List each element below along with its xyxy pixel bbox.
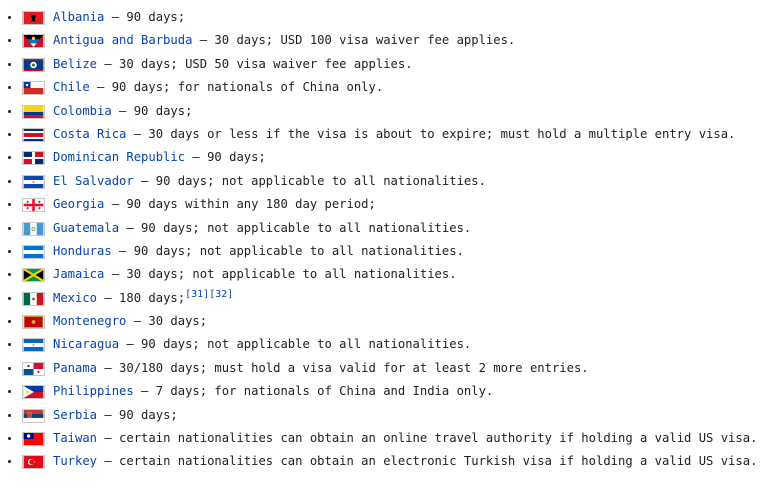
list-item [0,263,766,286]
list-item [0,357,766,380]
reference-link[interactable]: [31] [185,288,210,300]
flag-serbia-icon [22,409,45,423]
list-item [0,427,766,450]
flag-jamaica-icon [22,268,45,282]
list-item [0,123,766,146]
flag-belize-icon [22,58,45,72]
bullet-icon [8,273,11,276]
visa-terms: — 90 days; [111,103,193,118]
list-item [0,100,766,123]
country-link-chile[interactable]: Chile [53,80,90,95]
bullet-icon [8,203,11,206]
flag-colombia-icon [22,105,45,119]
list-item [0,76,766,99]
list-item [0,53,766,76]
flag-dominican-republic-icon [22,151,45,165]
list-item [0,404,766,427]
flag-georgia-icon [22,198,45,212]
visa-terms: — 30 days; USD 50 visa waiver fee applies. [97,56,413,71]
flag-montenegro-icon [22,315,45,329]
list-item [0,287,766,310]
list-item [0,450,766,473]
visa-terms: — 90 days; for nationals of China only. [89,80,384,95]
flag-guatemala-icon [22,222,45,236]
visa-terms: — 180 days; [97,290,186,305]
visa-terms: — 30/180 days; must hold a visa valid for at least 2 more entries. [97,360,589,375]
flag-honduras-icon [22,245,45,259]
flag-mexico-icon [22,292,45,306]
visa-terms: — 30 days; not applicable to all nationalities. [104,267,457,282]
bullet-icon [8,414,11,417]
visa-terms: — 90 days; [104,10,186,24]
visa-terms: — 90 days; [97,407,178,422]
visa-terms: — 7 days; for nationals of China and India only. [133,384,494,399]
list-item [0,170,766,193]
bullet-icon [8,110,11,113]
country-link-colombia[interactable]: Colombia [53,103,112,118]
bullet-icon [8,390,11,393]
bullet-icon [8,16,11,19]
flag-turkey-icon [22,455,45,469]
list-item [0,333,766,356]
visa-terms: — certain nationalities can obtain an online travel authority if holding a valid US visa. [97,431,758,446]
visa-terms: — 90 days within any 180 day period; [104,197,376,212]
visa-terms: — 90 days; [185,150,266,165]
country-link-honduras[interactable]: Honduras [53,243,112,258]
bullet-icon [8,63,11,66]
country-link-montenegro[interactable]: Montenegro [53,314,127,329]
bullet-icon [8,227,11,230]
flag-antigua-and-barbuda-icon [22,34,45,48]
visa-terms: — 30 days or less if the visa is about to expire; must hold a multiple entry visa. [126,126,736,141]
country-link-philippines[interactable]: Philippines [53,384,134,399]
bullet-icon [8,250,11,253]
flag-panama-icon [22,362,45,376]
list-item [0,193,766,216]
bullet-icon [8,320,11,323]
bullet-icon [8,343,11,346]
list-item [0,380,766,403]
references [185,289,233,300]
country-link-nicaragua[interactable]: Nicaragua [53,337,120,352]
list-item [0,217,766,240]
country-link-belize[interactable]: Belize [53,56,98,71]
flag-philippines-icon [22,385,45,399]
bullet-icon [8,297,11,300]
country-link-jamaica[interactable]: Jamaica [53,267,105,282]
flag-costa-rica-icon [22,128,45,142]
country-link-el-salvador[interactable]: El Salvador [53,173,134,188]
visa-terms: — 90 days; not applicable to all nationalities. [119,220,472,235]
country-link-costa-rica[interactable]: Costa Rica [53,126,127,141]
flag-nicaragua-icon [22,338,45,352]
list-item [0,29,766,52]
visa-terms: — certain nationalities can obtain an electronic Turkish visa if holding a valid US visa. [97,454,758,469]
list-item [0,6,766,29]
country-link-serbia[interactable]: Serbia [53,407,98,422]
list-item [0,310,766,333]
visa-terms: — 30 days; USD 100 visa waiver fee applies. [192,33,516,48]
list-item [0,240,766,263]
country-link-panama[interactable]: Panama [53,360,98,375]
bullet-icon [8,367,11,370]
country-link-georgia[interactable]: Georgia [53,197,105,212]
country-link-dominican-republic[interactable]: Dominican Republic [53,150,186,165]
visa-terms: — 90 days; not applicable to all nationalities. [111,243,464,258]
bullet-icon [8,156,11,159]
visa-terms: — 90 days; not applicable to all nationalities. [133,173,486,188]
bullet-icon [8,460,11,463]
visa-terms: — 30 days; [126,314,208,329]
bullet-icon [8,180,11,183]
country-link-mexico[interactable]: Mexico [53,290,98,305]
bullet-icon [8,133,11,136]
visa-exemption-list [0,6,766,474]
bullet-icon [8,86,11,89]
country-link-albania[interactable]: Albania [53,10,105,24]
country-link-antigua-and-barbuda[interactable]: Antigua and Barbuda [53,33,193,48]
flag-el-salvador-icon [22,175,45,189]
list-item [0,146,766,169]
country-link-taiwan[interactable]: Taiwan [53,431,98,446]
flag-albania-icon [22,11,45,25]
flag-chile-icon [22,81,45,95]
country-link-turkey[interactable]: Turkey [53,454,98,469]
reference-link[interactable]: [32] [209,288,234,300]
flag-taiwan-icon [22,432,45,446]
bullet-icon [8,437,11,440]
bullet-icon [8,39,11,42]
visa-terms: — 90 days; not applicable to all nationalities. [119,337,472,352]
country-link-guatemala[interactable]: Guatemala [53,220,120,235]
